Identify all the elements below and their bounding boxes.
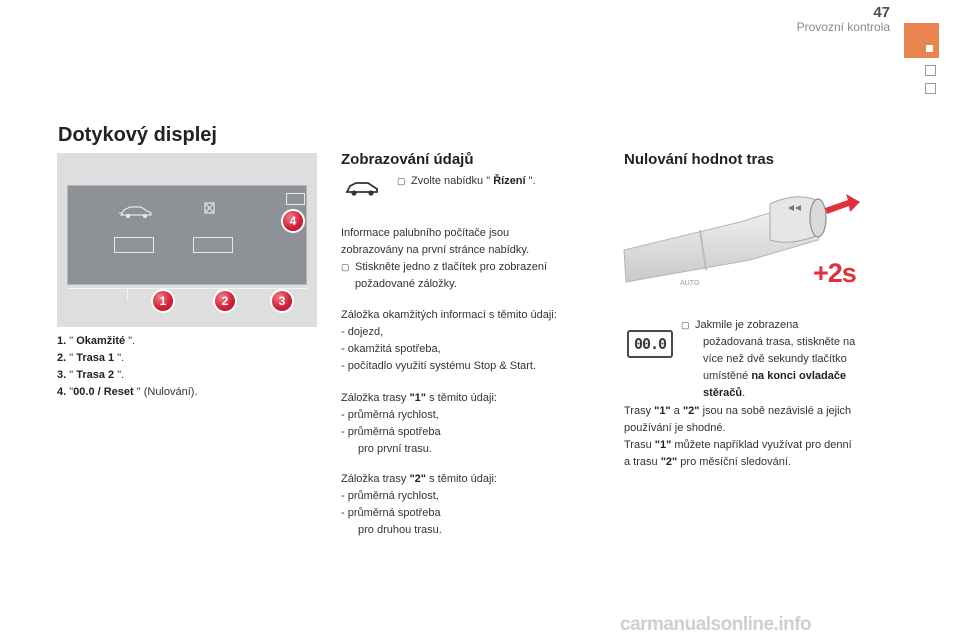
watermark: carmanualsonline.info <box>620 614 812 635</box>
legend-item: 1. " Okamžité ". <box>57 335 136 347</box>
legend-item: 4. "00.0 / Reset " (Nulování). <box>57 386 198 398</box>
text-line: Záložka okamžitých informací s těmito údaji: <box>341 309 557 321</box>
text-line: a trasu "2" pro měsíční sledování. <box>624 456 791 468</box>
display-description <box>341 225 601 293</box>
callout-badge-1: 1 <box>153 291 173 311</box>
car-icon <box>119 203 153 219</box>
text-line: pro první trasu. <box>358 443 432 455</box>
reset-section-title: Nulování hodnot tras <box>624 151 774 168</box>
list-item: - počítadlo využití systému Stop & Start. <box>341 360 537 372</box>
tab-separator <box>127 288 128 301</box>
press-arrow-icon <box>825 194 860 214</box>
text-line: Záložka trasy "1" s těmito údaji: <box>341 392 497 404</box>
text-line: požadované záložky. <box>355 278 457 290</box>
trip2-tab-description <box>341 471 601 539</box>
text-line: Trasy "1" a "2" jsou na sobě nezávislé a jejich <box>624 405 852 417</box>
fuel-pump-icon <box>203 201 217 215</box>
trip1-tab-description <box>341 390 601 458</box>
text-line: pro druhou trasu. <box>358 524 442 536</box>
chapter-square-2 <box>925 83 936 94</box>
car-menu-icon <box>344 178 380 198</box>
legend-item: 2. " Trasa 1 ". <box>57 352 125 364</box>
page-number: 47 <box>873 4 890 21</box>
svg-text:AUTO: AUTO <box>680 280 700 287</box>
list-item: - průměrná rychlost, <box>341 409 439 421</box>
list-item: - průměrná spotřeba <box>341 507 441 519</box>
screen-field-1 <box>114 237 154 253</box>
trip-usage-note <box>624 403 884 471</box>
display-section-title: Zobrazování údajů <box>341 151 474 168</box>
callout-badge-2: 2 <box>215 291 235 311</box>
text-line: umístěné na konci ovladače <box>703 370 847 382</box>
chapter-square-1 <box>925 65 936 76</box>
text-line: požadovaná trasa, stiskněte na <box>703 336 856 348</box>
reset-instruction <box>681 317 881 402</box>
page-title: Dotykový displej <box>58 124 217 146</box>
text-line: používání je shodné. <box>624 422 726 434</box>
legend-item: 3. " Trasa 2 ". <box>57 369 125 381</box>
text-line: Informace palubního počítače jsou <box>341 227 510 239</box>
text-line: ▢ Stiskněte jedno z tlačítek pro zobrazení <box>341 261 547 273</box>
callout-badge-4: 4 <box>283 211 303 231</box>
menu-instruction: ▢ Zvolte nabídku " Řízení ". <box>397 175 536 187</box>
list-item: - průměrná spotřeba <box>341 426 441 438</box>
text-line: Záložka trasy "2" s těmito údaji: <box>341 473 497 485</box>
text-line: ▢ Jakmile je zobrazena <box>681 319 799 331</box>
list-item: - průměrná rychlost, <box>341 490 439 502</box>
chapter-tab-mark <box>926 45 933 52</box>
screen-display <box>67 185 307 285</box>
list-item: - okamžitá spotřeba, <box>341 343 441 355</box>
list-item: - dojezd, <box>341 326 384 338</box>
text-line: více než dvě sekundy tlačítko <box>703 353 847 365</box>
section-title: Provozní kontrola <box>796 20 890 34</box>
text-line: Trasu "1" můžete například využívat pro denní <box>624 439 852 451</box>
touchscreen-illustration <box>57 153 317 327</box>
callout-badge-3: 3 <box>272 291 292 311</box>
chapter-tab <box>904 23 939 58</box>
text-line: zobrazovány na první stránce nabídky. <box>341 244 530 256</box>
trip-reset-readout: 00.0 <box>627 330 673 358</box>
hold-duration-label: +2s <box>813 258 856 288</box>
text-line: stěračů. <box>703 387 746 399</box>
screen-field-2 <box>193 237 233 253</box>
reset-icon <box>286 193 305 205</box>
instant-tab-description <box>341 307 601 375</box>
screen-legend <box>57 333 198 401</box>
screen-tab-row <box>67 288 307 302</box>
